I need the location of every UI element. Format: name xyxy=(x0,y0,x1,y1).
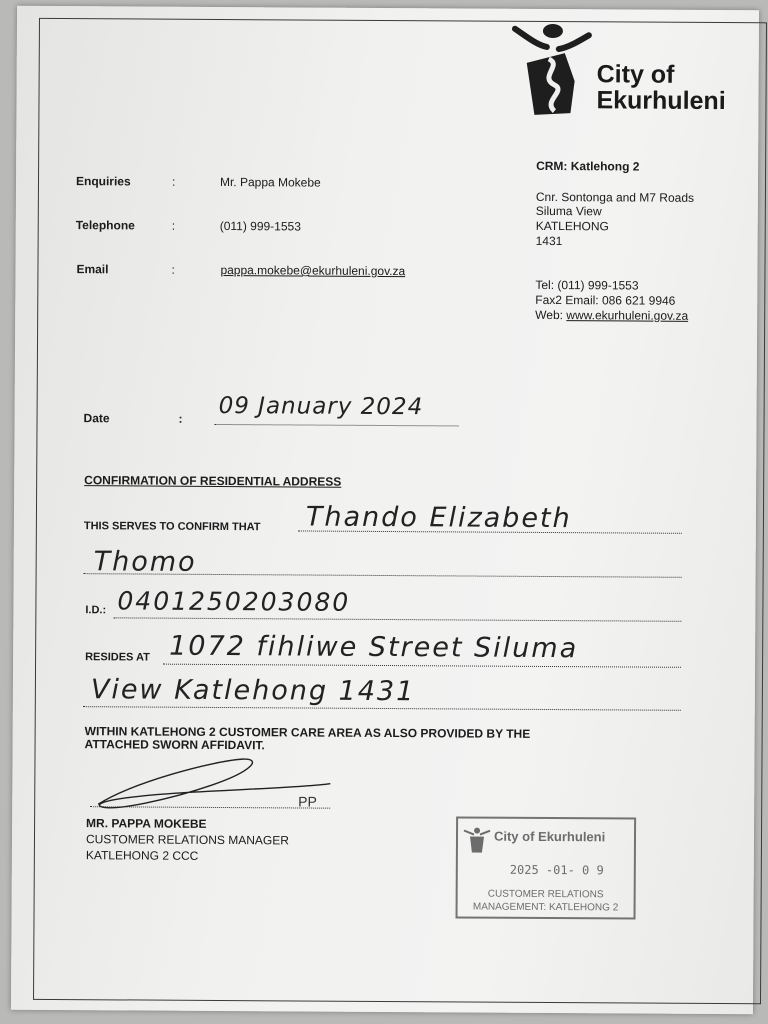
office-title: CRM: Katlehong 2 xyxy=(536,158,640,174)
resident-address-line1: 1072 fihliwe Street Siluma xyxy=(169,630,579,665)
logo-name-line2: Ekurhuleni xyxy=(596,86,726,116)
stamp-line1: CUSTOMER RELATIONS xyxy=(487,888,604,901)
letter-heading: CONFIRMATION OF RESIDENTIAL ADDRESS xyxy=(84,473,342,489)
signatory-office: KATLEHONG 2 CCC xyxy=(85,848,199,863)
telephone-value: (011) 999-1553 xyxy=(219,218,301,234)
office-tel: Tel: (011) 999-1553 xyxy=(535,277,639,293)
office-web xyxy=(535,308,688,323)
email-label: Email xyxy=(76,262,109,277)
logo-name-line1: City of xyxy=(596,60,675,89)
office-address-line1: Cnr. Sontonga and M7 Roads xyxy=(535,189,695,205)
date-handwritten: 09 January 2024 xyxy=(218,392,424,421)
within-line1: WITHIN KATLEHONG 2 CUSTOMER CARE AREA AS ALSO PROVIDED BY THE xyxy=(84,724,531,741)
office-web-link[interactable]: www.ekurhuleni.gov.za xyxy=(566,308,689,323)
resides-at-label: RESIDES AT xyxy=(85,651,150,664)
official-stamp xyxy=(456,816,637,919)
enquiries-colon: : xyxy=(171,174,176,189)
email-link[interactable]: pappa.mokebe@ekurhuleni.gov.za xyxy=(220,262,406,279)
office-address-line3: KATLEHONG xyxy=(535,218,609,234)
enquiries-label: Enquiries xyxy=(75,174,131,189)
id-label: I.D.: xyxy=(85,604,107,617)
date-colon: : xyxy=(178,411,183,426)
office-fax: Fax2 Email: 086 621 9946 xyxy=(535,292,676,308)
resident-name-line2: Thomo xyxy=(93,546,197,578)
telephone-colon: : xyxy=(171,218,176,233)
stamp-line2: MANAGEMENT: KATLEHONG 2 xyxy=(472,901,619,914)
id-number-handwritten: 0401250203080 xyxy=(117,586,351,617)
stamp-date: 2025 -01- 0 9 xyxy=(509,862,604,878)
office-web-label: Web: xyxy=(535,307,567,323)
signature-pp: PP xyxy=(298,793,317,810)
confirm-label: THIS SERVES TO CONFIRM THAT xyxy=(83,520,261,534)
resident-address-line2: View Katlehong 1431 xyxy=(90,674,416,708)
document-page xyxy=(11,6,759,1015)
office-address-line4: 1431 xyxy=(535,233,563,249)
office-address-line2: Siluma View xyxy=(535,203,602,219)
within-line2: ATTACHED SWORN AFFIDAVIT. xyxy=(84,737,265,753)
signatory-title: CUSTOMER RELATIONS MANAGER xyxy=(85,832,289,848)
stamp-org: City of Ekurhuleni xyxy=(493,828,606,845)
telephone-label: Telephone xyxy=(75,218,135,233)
stamp-logo-icon xyxy=(462,824,492,854)
date-label: Date xyxy=(83,411,110,426)
resident-name-line1: Thando Elizabeth xyxy=(305,501,572,535)
city-logo-icon xyxy=(508,15,597,120)
signatory-name: MR. PAPPA MOKEBE xyxy=(86,816,207,831)
email-colon: : xyxy=(171,262,175,277)
enquiries-value: Mr. Pappa Mokebe xyxy=(219,174,321,190)
